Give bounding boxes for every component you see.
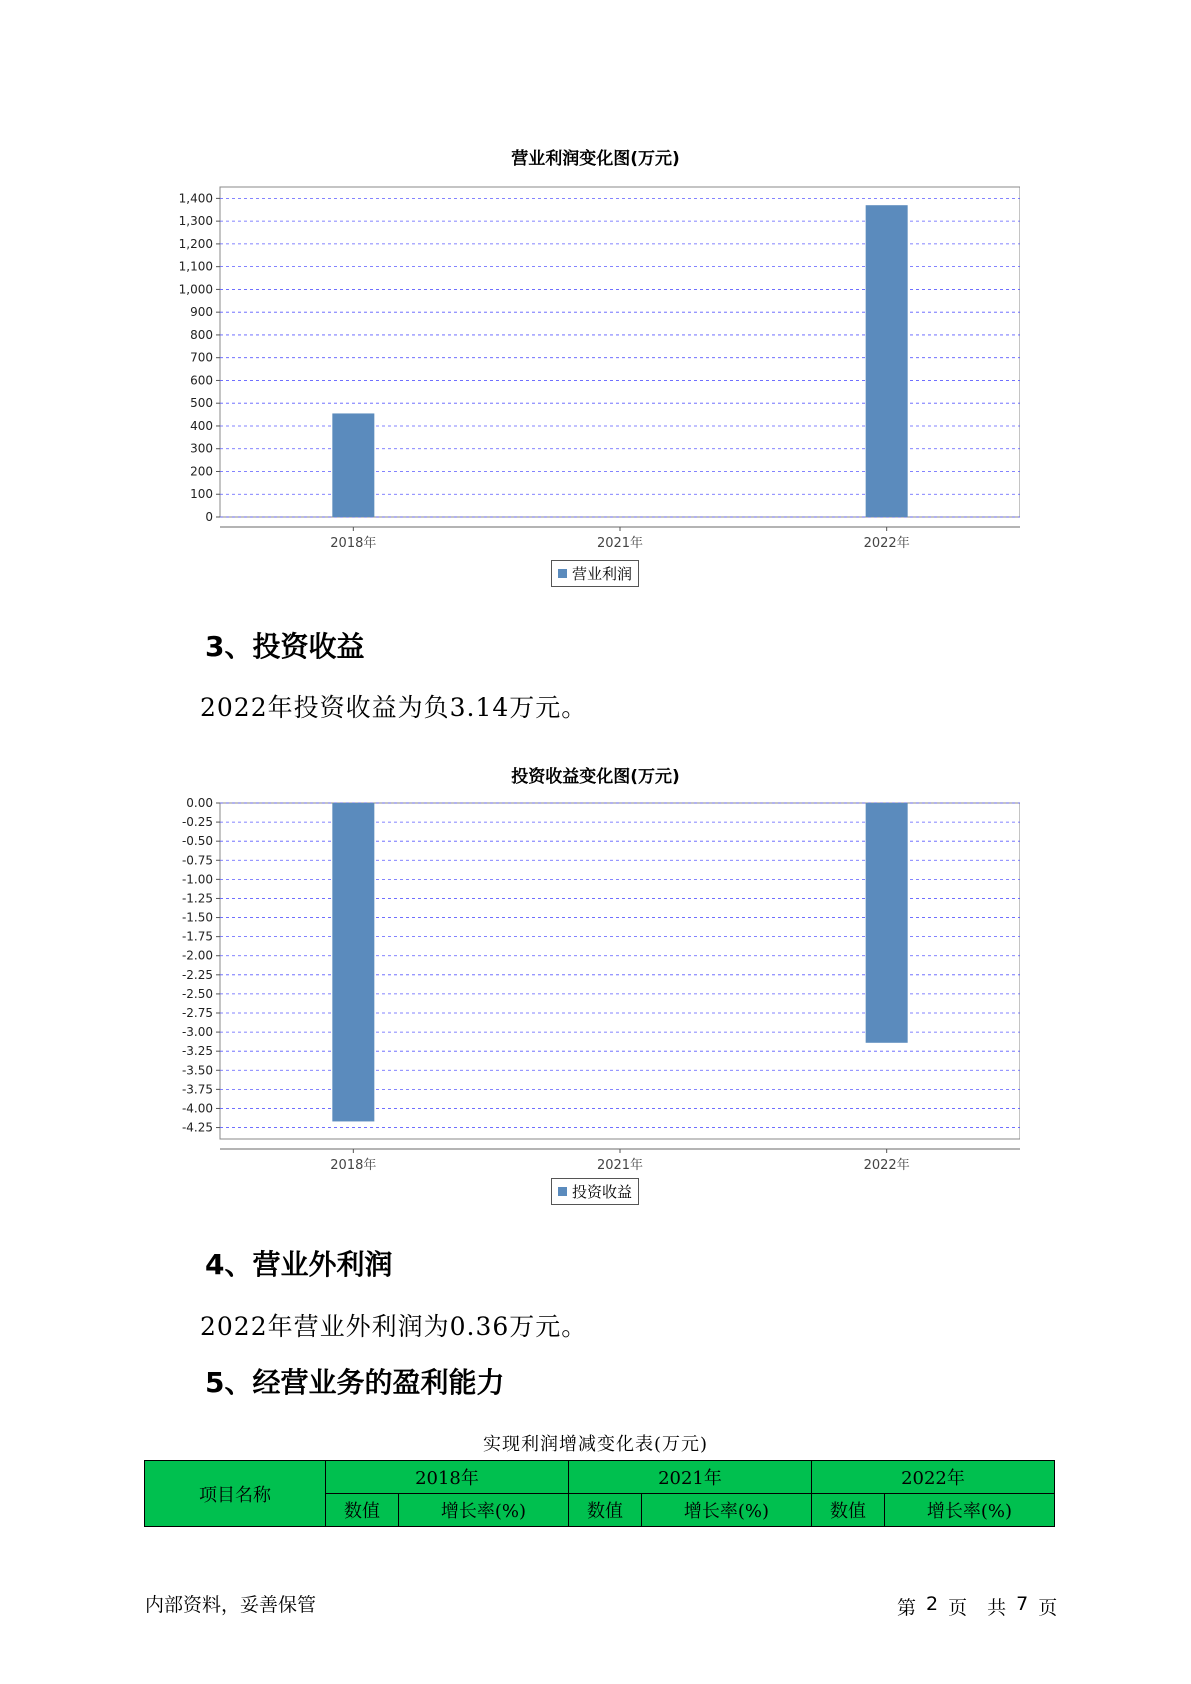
- y-tick-label: -4.25: [181, 1120, 213, 1135]
- chart2-legend-label: 投资收益: [572, 1183, 633, 1201]
- item-name-header: 项目名称: [145, 1461, 326, 1527]
- section3-heading: 3、投资收益: [205, 630, 365, 663]
- y-tick-label: 800: [190, 327, 213, 342]
- y-tick-label: 400: [190, 418, 213, 433]
- chart2-title: 投资收益变化图(万元): [511, 767, 680, 787]
- y-tick-label: -2.00: [181, 948, 213, 963]
- x-tick-label: 2022年: [863, 536, 910, 551]
- section4-heading: 4、营业外利润: [205, 1248, 393, 1281]
- y-tick-label: 1,300: [178, 214, 213, 229]
- bar-2018年: [332, 803, 374, 1121]
- growth-header: 增长率(%): [399, 1494, 569, 1527]
- y-tick-label: 1,100: [178, 259, 213, 274]
- legend-swatch: [558, 1187, 567, 1196]
- y-tick-label: 100: [190, 487, 213, 502]
- page-label-suffix: 页: [1038, 1597, 1058, 1619]
- table-title: 实现利润增减变化表(万元): [482, 1434, 709, 1455]
- y-tick-label: 500: [190, 396, 213, 411]
- page-total: 7: [1016, 1593, 1029, 1615]
- value-header: 数值: [326, 1494, 399, 1527]
- page-label-mid: 页: [948, 1597, 968, 1619]
- y-tick-label: 700: [190, 350, 213, 365]
- y-tick-label: 300: [190, 441, 213, 456]
- x-tick-label: 2018年: [330, 1158, 377, 1173]
- y-tick-label: -1.25: [181, 891, 213, 906]
- y-tick-label: -3.25: [181, 1044, 213, 1059]
- chart2-legend: [551, 1178, 639, 1205]
- y-tick-label: 600: [190, 373, 213, 388]
- x-tick-label: 2021年: [596, 536, 644, 551]
- chart1-operating-profit: [150, 180, 1020, 560]
- y-tick-label: -1.75: [181, 929, 213, 944]
- y-tick-label: -3.00: [181, 1025, 213, 1040]
- x-tick-label: 2021年: [596, 1158, 644, 1173]
- page-number: [897, 1593, 1057, 1620]
- x-tick-label: 2022年: [863, 1158, 910, 1173]
- bar-2018年: [332, 413, 374, 517]
- y-tick-label: 1,000: [178, 282, 213, 297]
- y-tick-label: 0.00: [186, 796, 213, 810]
- section5-heading: 5、经营业务的盈利能力: [205, 1366, 505, 1399]
- legend-swatch: [558, 569, 567, 578]
- y-tick-label: -3.75: [181, 1082, 213, 1097]
- page-label-prefix: 第: [897, 1597, 917, 1619]
- year-header-2022: 2022年: [811, 1461, 1054, 1494]
- x-tick-label: 2018年: [330, 536, 377, 551]
- bar-2022年: [866, 205, 908, 517]
- y-tick-label: 1,200: [178, 236, 213, 251]
- section3-text: 2022年投资收益为负3.14万元。: [200, 693, 588, 722]
- section4-text: 2022年营业外利润为0.36万元。: [200, 1312, 588, 1341]
- y-tick-label: -0.75: [181, 853, 213, 868]
- value-header: 数值: [568, 1494, 641, 1527]
- bar-2022年: [866, 803, 908, 1043]
- y-tick-label: -4.00: [181, 1101, 213, 1116]
- year-header-2018: 2018年: [326, 1461, 569, 1494]
- y-tick-label: -0.25: [181, 815, 213, 830]
- growth-header: 增长率(%): [641, 1494, 811, 1527]
- y-tick-label: 900: [190, 305, 213, 320]
- y-tick-label: -2.50: [181, 986, 213, 1001]
- total-label-prefix: 共: [987, 1597, 1007, 1619]
- y-tick-label: 1,400: [178, 191, 213, 206]
- y-tick-label: -0.50: [181, 834, 213, 849]
- y-tick-label: -2.25: [181, 967, 213, 982]
- chart1-legend-label: 营业利润: [572, 565, 633, 583]
- chart1-legend: [551, 560, 639, 587]
- y-tick-label: 200: [190, 464, 213, 479]
- footer-confidential: 内部资料，妥善保管: [145, 1594, 317, 1616]
- y-tick-label: -3.50: [181, 1063, 213, 1078]
- chart1-title: 营业利润变化图(万元): [511, 149, 680, 169]
- profit-change-table: [144, 1460, 1055, 1527]
- y-tick-label: -1.00: [181, 872, 213, 887]
- page-current: 2: [926, 1593, 939, 1615]
- year-header-2021: 2021年: [568, 1461, 811, 1494]
- value-header: 数值: [811, 1494, 884, 1527]
- y-tick-label: -2.75: [181, 1006, 213, 1020]
- y-tick-label: 0: [205, 510, 213, 524]
- y-tick-label: -1.50: [181, 910, 213, 925]
- chart2-investment-income: [150, 795, 1020, 1180]
- growth-header: 增长率(%): [884, 1494, 1054, 1527]
